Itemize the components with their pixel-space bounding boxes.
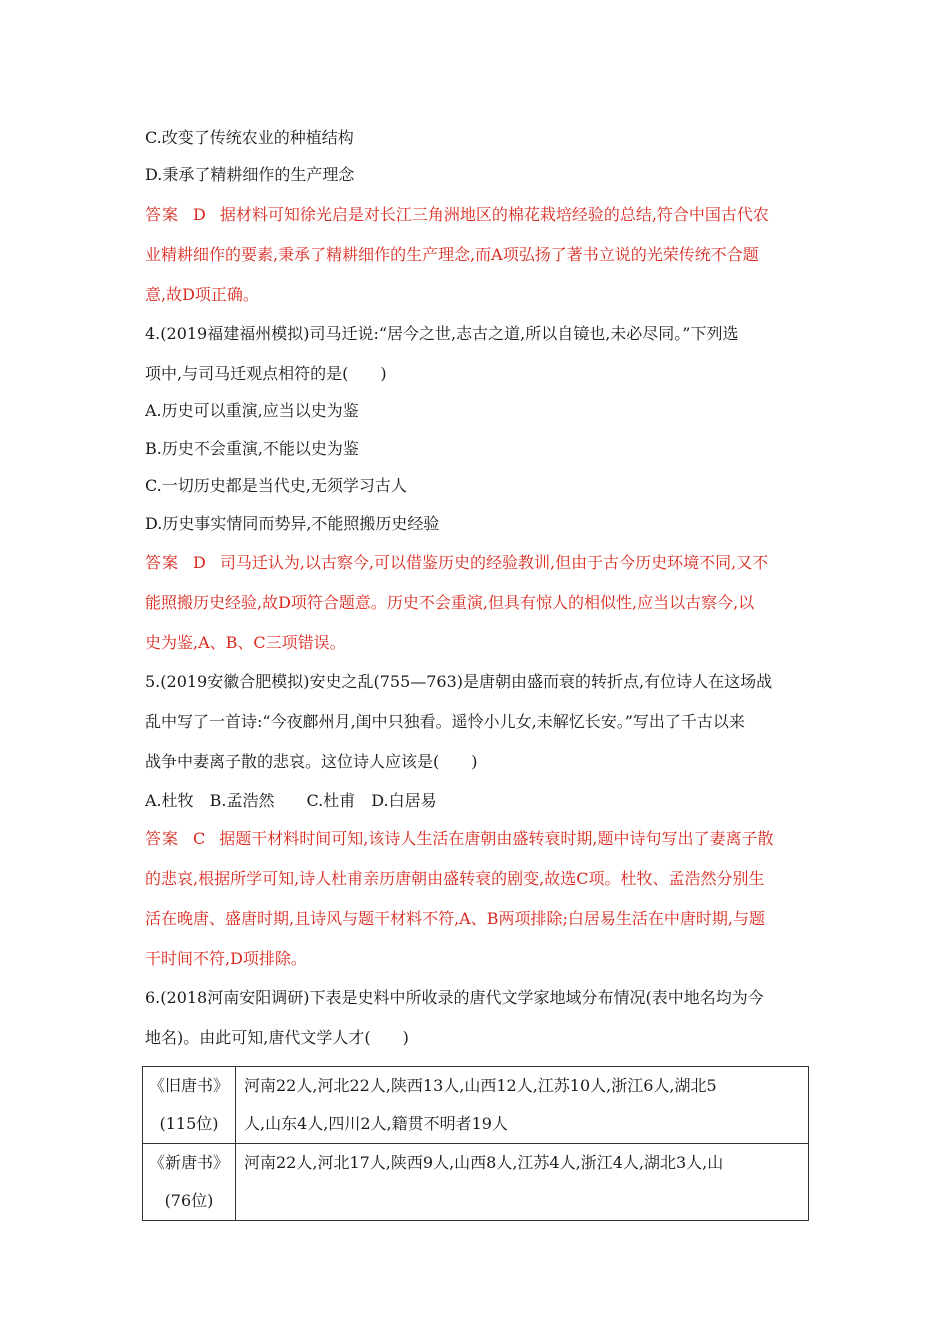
distribution-text-empty: [244, 1182, 808, 1220]
q5-options: A.杜牧 B.孟浩然 C.杜甫 D.白居易: [145, 791, 437, 810]
answer-key: D: [193, 205, 206, 224]
answer-label: 答案: [145, 553, 180, 572]
q3-option-d: D.秉承了精耕细作的生产理念: [145, 165, 355, 184]
q4-answer-text: 能照搬历史经验,故D项符合题意。历史不会重演,但具有惊人的相似性,应当以古察今,以: [145, 593, 755, 612]
q3-answer-text: 意,故D项正确。: [145, 285, 259, 304]
q3-answer-line: [145, 205, 810, 225]
table-cell-distribution: [236, 1067, 809, 1144]
q4-option-b: B.历史不会重演,不能以史为鉴: [145, 439, 359, 458]
q4-stem: 4.(2019福建福州模拟)司马迁说:“居今之世,志古之道,所以自镜也,未必尽同。”下列选: [145, 324, 739, 343]
answer-key: C: [193, 829, 206, 848]
q5-answer-text: 的悲哀,根据所学可知,诗人杜甫亲历唐朝由盛转衰的剧变,故选C项。杜牧、孟浩然分别生: [145, 869, 765, 888]
table-row: [143, 1067, 809, 1144]
table-cell-distribution: [236, 1144, 809, 1221]
q5-stem: 5.(2019安徽合肥模拟)安史之乱(755—763)是唐朝由盛而衰的转折点,有位诗人在这场战: [145, 672, 773, 691]
answer-text: 据题干材料时间可知,该诗人生活在唐朝由盛转衰时期,题中诗句写出了妻离子散: [219, 829, 774, 848]
q5-answer-text: 活在晚唐、盛唐时期,且诗风与题干材料不符,A、B两项排除;白居易生活在中唐时期,与题: [145, 909, 765, 928]
source-title: 《新唐书》: [148, 1153, 229, 1172]
q3-answer-text: 业精耕细作的要素,秉承了精耕细作的生产理念,而A项弘扬了著书立说的光荣传统不合题: [145, 245, 759, 264]
answer-label: 答案: [145, 829, 180, 848]
q5-answer-text: 干时间不符,D项排除。: [145, 949, 307, 968]
q4-answer-line: [145, 553, 810, 573]
q4-option-c: C.一切历史都是当代史,无须学习古人: [145, 476, 407, 495]
answer-label: 答案: [145, 205, 180, 224]
source-count: (115位): [159, 1114, 219, 1133]
answer-text: 据材料可知徐光启是对长江三角洲地区的棉花栽培经验的总结,符合中国古代农: [219, 205, 769, 224]
table-cell-source: [143, 1144, 236, 1221]
q5-stem: 战争中妻离子散的悲哀。这位诗人应该是( ): [145, 752, 478, 771]
q3-option-c: C.改变了传统农业的种植结构: [145, 128, 354, 147]
q6-stem: 地名)。由此可知,唐代文学人才( ): [145, 1028, 409, 1047]
distribution-text: 河南22人,河北17人,陕西9人,山西8人,江苏4人,浙江4人,湖北3人,山: [244, 1153, 724, 1172]
q4-answer-text: 史为鉴,A、B、C三项错误。: [145, 633, 346, 652]
source-title: 《旧唐书》: [148, 1076, 229, 1095]
q5-answer-line: [145, 829, 810, 849]
q5-stem: 乱中写了一首诗:“今夜鄜州月,闺中只独看。遥怜小儿女,未解忆长安。”写出了千古以来: [145, 712, 745, 731]
q4-option-a: A.历史可以重演,应当以史为鉴: [145, 401, 359, 420]
table-row: [143, 1144, 809, 1221]
answer-key: D: [193, 553, 206, 572]
source-count: (76位): [164, 1191, 214, 1210]
literati-distribution-table: [142, 1066, 809, 1221]
q4-option-d: D.历史事实情同而势异,不能照搬历史经验: [145, 514, 440, 533]
q6-stem: 6.(2018河南安阳调研)下表是史料中所收录的唐代文学家地域分布情况(表中地名均为今: [145, 988, 764, 1007]
answer-text: 司马迁认为,以古察今,可以借鉴历史的经验教训,但由于古今历史环境不同,又不: [219, 553, 769, 572]
q4-stem: 项中,与司马迁观点相符的是( ): [145, 364, 387, 383]
distribution-text: 人,山东4人,四川2人,籍贯不明者19人: [244, 1114, 508, 1133]
distribution-text: 河南22人,河北22人,陕西13人,山西12人,江苏10人,浙江6人,湖北5: [244, 1076, 717, 1095]
table-cell-source: [143, 1067, 236, 1144]
